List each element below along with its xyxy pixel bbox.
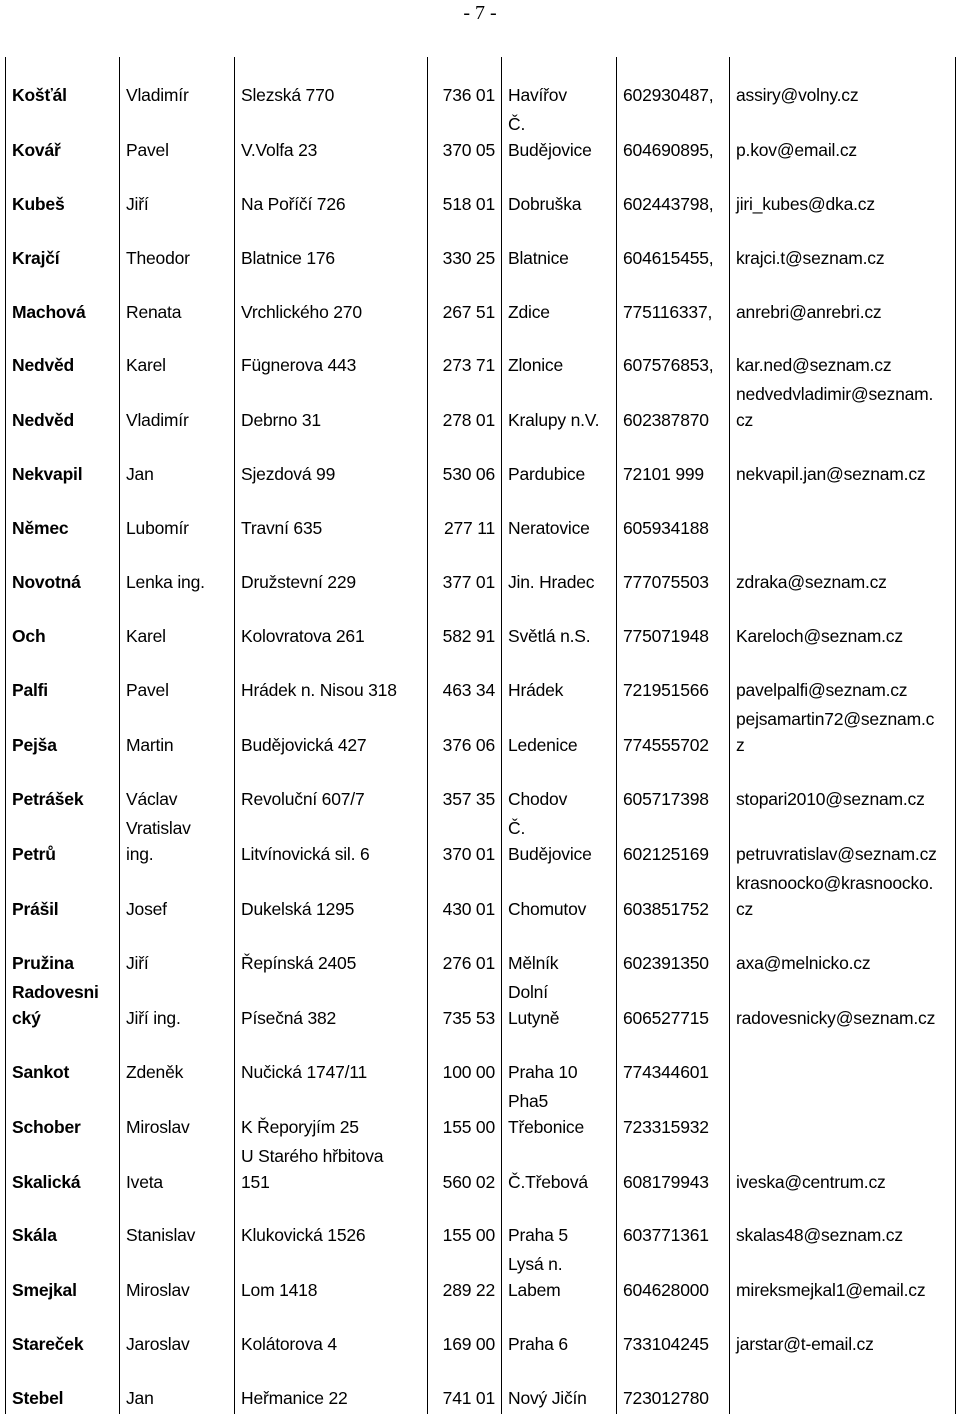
first-name-cell: Lenka ing. [120, 544, 235, 598]
zip-cell: 370 05 [428, 111, 502, 166]
first-name-cell: Jiří [120, 166, 235, 220]
city-cell: Neratovice [502, 490, 617, 544]
table-row [6, 1306, 956, 1360]
street-cell: Vrchlického 270 [235, 274, 428, 328]
city-cell: Č.Třebová [502, 1143, 617, 1198]
surname-cell: Novotná [6, 544, 120, 598]
street-cell: Řepínská 2405 [235, 925, 428, 979]
street-cell: Sjezdová 99 [235, 436, 428, 490]
zip-cell: 735 53 [428, 979, 502, 1034]
surname-cell: Nedvěd [6, 381, 120, 436]
phone-cell: 602391350 [617, 925, 730, 979]
city-cell: Zdice [502, 274, 617, 328]
table-row [6, 111, 956, 166]
city-cell: Nový Jičín [502, 1360, 617, 1414]
table-row [6, 598, 956, 652]
first-name-cell: Karel [120, 328, 235, 382]
zip-cell: 560 02 [428, 1143, 502, 1198]
surname-cell: Nedvěd [6, 328, 120, 382]
phone-cell: 777075503 [617, 544, 730, 598]
email-cell: nekvapil.jan@seznam.cz [730, 436, 956, 490]
city-cell: Praha 6 [502, 1306, 617, 1360]
table-row [6, 1143, 956, 1198]
street-cell: Nučická 1747/11 [235, 1034, 428, 1088]
contact-rows [6, 57, 956, 1414]
table-row [6, 925, 956, 979]
surname-cell: Pejša [6, 706, 120, 761]
email-cell: krajci.t@seznam.cz [730, 220, 956, 274]
zip-cell: 518 01 [428, 166, 502, 220]
first-name-cell: Václav [120, 761, 235, 815]
table-row [6, 652, 956, 706]
table-row [6, 1088, 956, 1143]
phone-cell: 605717398 [617, 761, 730, 815]
email-cell: anrebri@anrebri.cz [730, 274, 956, 328]
street-cell: Hrádek n. Nisou 318 [235, 652, 428, 706]
table-row [6, 1251, 956, 1306]
surname-cell: Och [6, 598, 120, 652]
zip-cell: 377 01 [428, 544, 502, 598]
email-cell: pavelpalfi@seznam.cz [730, 652, 956, 706]
email-cell: nedvedvladimir@seznam. cz [730, 381, 956, 436]
surname-cell: Krajčí [6, 220, 120, 274]
zip-cell: 267 51 [428, 274, 502, 328]
street-cell: Revoluční 607/7 [235, 761, 428, 815]
first-name-cell: Josef [120, 870, 235, 925]
city-cell: Zlonice [502, 328, 617, 382]
surname-cell: Pružina [6, 925, 120, 979]
table-row [6, 220, 956, 274]
email-cell [730, 490, 956, 544]
surname-cell: Sankot [6, 1034, 120, 1088]
city-cell: Blatnice [502, 220, 617, 274]
phone-cell: 774344601 [617, 1034, 730, 1088]
city-cell: Mělník [502, 925, 617, 979]
street-cell: Písečná 382 [235, 979, 428, 1034]
phone-cell: 723012780 [617, 1360, 730, 1414]
zip-cell: 169 00 [428, 1306, 502, 1360]
city-cell: Kralupy n.V. [502, 381, 617, 436]
phone-cell: 723315932 [617, 1088, 730, 1143]
phone-cell: 603851752 [617, 870, 730, 925]
zip-cell: 155 00 [428, 1088, 502, 1143]
surname-cell: Kubeš [6, 166, 120, 220]
city-cell: Č. Budějovice [502, 111, 617, 166]
street-cell: Dukelská 1295 [235, 870, 428, 925]
table-row [6, 761, 956, 815]
phone-cell: 607576853, [617, 328, 730, 382]
first-name-cell: Jan [120, 436, 235, 490]
page-number: - 7 - [463, 2, 497, 24]
surname-cell: Stebel [6, 1360, 120, 1414]
table-row [6, 274, 956, 328]
phone-cell: 775116337, [617, 274, 730, 328]
email-cell: radovesnicky@seznam.cz [730, 979, 956, 1034]
zip-cell: 276 01 [428, 925, 502, 979]
surname-cell: Smejkal [6, 1251, 120, 1306]
zip-cell: 530 06 [428, 436, 502, 490]
email-cell [730, 1088, 956, 1143]
street-cell: Klukovická 1526 [235, 1198, 428, 1252]
city-cell: Praha 10 [502, 1034, 617, 1088]
phone-cell: 604615455, [617, 220, 730, 274]
table-row [6, 979, 956, 1034]
surname-cell: Němec [6, 490, 120, 544]
city-cell: Dolní Lutyně [502, 979, 617, 1034]
city-cell: Chodov [502, 761, 617, 815]
city-cell: Havířov [502, 57, 617, 111]
first-name-cell: Jiří [120, 925, 235, 979]
table-row [6, 815, 956, 870]
first-name-cell: Martin [120, 706, 235, 761]
table-row [6, 490, 956, 544]
surname-cell: Palfi [6, 652, 120, 706]
zip-cell: 463 34 [428, 652, 502, 706]
email-cell: p.kov@email.cz [730, 111, 956, 166]
phone-cell: 608179943 [617, 1143, 730, 1198]
phone-cell: 606527715 [617, 979, 730, 1034]
first-name-cell: Vladimír [120, 381, 235, 436]
city-cell: Praha 5 [502, 1198, 617, 1252]
surname-cell: Kovář [6, 111, 120, 166]
surname-cell: Nekvapil [6, 436, 120, 490]
surname-cell: Košťál [6, 57, 120, 111]
zip-cell: 741 01 [428, 1360, 502, 1414]
table-row [6, 1034, 956, 1088]
surname-cell: Schober [6, 1088, 120, 1143]
surname-cell: Radovesni cký [6, 979, 120, 1034]
first-name-cell: Jan [120, 1360, 235, 1414]
street-cell: Kolovratova 261 [235, 598, 428, 652]
zip-cell: 330 25 [428, 220, 502, 274]
table-row [6, 706, 956, 761]
table-row [6, 1360, 956, 1414]
first-name-cell: Stanislav [120, 1198, 235, 1252]
surname-cell: Petrů [6, 815, 120, 870]
first-name-cell: Iveta [120, 1143, 235, 1198]
table-row [6, 328, 956, 382]
city-cell: Č. Budějovice [502, 815, 617, 870]
email-cell: kar.ned@seznam.cz [730, 328, 956, 382]
phone-cell: 775071948 [617, 598, 730, 652]
email-cell: skalas48@seznam.cz [730, 1198, 956, 1252]
surname-cell: Petrášek [6, 761, 120, 815]
city-cell: Jin. Hradec [502, 544, 617, 598]
email-cell: stopari2010@seznam.cz [730, 761, 956, 815]
street-cell: Lom 1418 [235, 1251, 428, 1306]
city-cell: Pardubice [502, 436, 617, 490]
first-name-cell: Pavel [120, 652, 235, 706]
street-cell: Kolátorova 4 [235, 1306, 428, 1360]
first-name-cell: Jaroslav [120, 1306, 235, 1360]
table-row [6, 381, 956, 436]
surname-cell: Prášil [6, 870, 120, 925]
zip-cell: 155 00 [428, 1198, 502, 1252]
zip-cell: 370 01 [428, 815, 502, 870]
first-name-cell: Renata [120, 274, 235, 328]
phone-cell: 602125169 [617, 815, 730, 870]
email-cell: zdraka@seznam.cz [730, 544, 956, 598]
table-row [6, 166, 956, 220]
contact-table [5, 57, 956, 1414]
table-row [6, 544, 956, 598]
zip-cell: 376 06 [428, 706, 502, 761]
first-name-cell: Miroslav [120, 1251, 235, 1306]
first-name-cell: Vratislav ing. [120, 815, 235, 870]
street-cell: V.Volfa 23 [235, 111, 428, 166]
email-cell: jarstar@t-email.cz [730, 1306, 956, 1360]
street-cell: Družstevní 229 [235, 544, 428, 598]
city-cell: Chomutov [502, 870, 617, 925]
first-name-cell: Vladimír [120, 57, 235, 111]
street-cell: Debrno 31 [235, 381, 428, 436]
street-cell: Heřmanice 22 [235, 1360, 428, 1414]
street-cell: Na Poříčí 726 [235, 166, 428, 220]
city-cell: Světlá n.S. [502, 598, 617, 652]
phone-cell: 774555702 [617, 706, 730, 761]
phone-cell: 733104245 [617, 1306, 730, 1360]
table-row [6, 1198, 956, 1252]
street-cell: K Řeporyjím 25 [235, 1088, 428, 1143]
zip-cell: 430 01 [428, 870, 502, 925]
street-cell: Litvínovická sil. 6 [235, 815, 428, 870]
phone-cell: 72101 999 [617, 436, 730, 490]
email-cell: mireksmejkal1@email.cz [730, 1251, 956, 1306]
city-cell: Ledenice [502, 706, 617, 761]
first-name-cell: Theodor [120, 220, 235, 274]
table-row [6, 870, 956, 925]
phone-cell: 605934188 [617, 490, 730, 544]
phone-cell: 721951566 [617, 652, 730, 706]
first-name-cell: Miroslav [120, 1088, 235, 1143]
email-cell: iveska@centrum.cz [730, 1143, 956, 1198]
surname-cell: Machová [6, 274, 120, 328]
table-row [6, 436, 956, 490]
zip-cell: 100 00 [428, 1034, 502, 1088]
zip-cell: 357 35 [428, 761, 502, 815]
email-cell: pejsamartin72@seznam.c z [730, 706, 956, 761]
email-cell [730, 1034, 956, 1088]
surname-cell: Skalická [6, 1143, 120, 1198]
phone-cell: 602443798, [617, 166, 730, 220]
first-name-cell: Jiří ing. [120, 979, 235, 1034]
email-cell: jiri_kubes@dka.cz [730, 166, 956, 220]
email-cell: assiry@volny.cz [730, 57, 956, 111]
phone-cell: 602387870 [617, 381, 730, 436]
zip-cell: 273 71 [428, 328, 502, 382]
zip-cell: 736 01 [428, 57, 502, 111]
email-cell [730, 1360, 956, 1414]
email-cell: axa@melnicko.cz [730, 925, 956, 979]
city-cell: Pha5 Třebonice [502, 1088, 617, 1143]
zip-cell: 278 01 [428, 381, 502, 436]
zip-cell: 277 11 [428, 490, 502, 544]
first-name-cell: Zdeněk [120, 1034, 235, 1088]
street-cell: U Starého hřbitova 151 [235, 1143, 428, 1198]
first-name-cell: Karel [120, 598, 235, 652]
street-cell: Slezská 770 [235, 57, 428, 111]
zip-cell: 289 22 [428, 1251, 502, 1306]
email-cell: krasnoocko@krasnoocko. cz [730, 870, 956, 925]
email-cell: petruvratislav@seznam.cz [730, 815, 956, 870]
city-cell: Dobruška [502, 166, 617, 220]
phone-cell: 603771361 [617, 1198, 730, 1252]
phone-cell: 604690895, [617, 111, 730, 166]
city-cell: Lysá n. Labem [502, 1251, 617, 1306]
city-cell: Hrádek [502, 652, 617, 706]
surname-cell: Skála [6, 1198, 120, 1252]
street-cell: Travní 635 [235, 490, 428, 544]
email-cell: Kareloch@seznam.cz [730, 598, 956, 652]
street-cell: Fügnerova 443 [235, 328, 428, 382]
zip-cell: 582 91 [428, 598, 502, 652]
first-name-cell: Lubomír [120, 490, 235, 544]
street-cell: Budějovická 427 [235, 706, 428, 761]
surname-cell: Stareček [6, 1306, 120, 1360]
first-name-cell: Pavel [120, 111, 235, 166]
table-row [6, 57, 956, 111]
street-cell: Blatnice 176 [235, 220, 428, 274]
phone-cell: 604628000 [617, 1251, 730, 1306]
phone-cell: 602930487, [617, 57, 730, 111]
